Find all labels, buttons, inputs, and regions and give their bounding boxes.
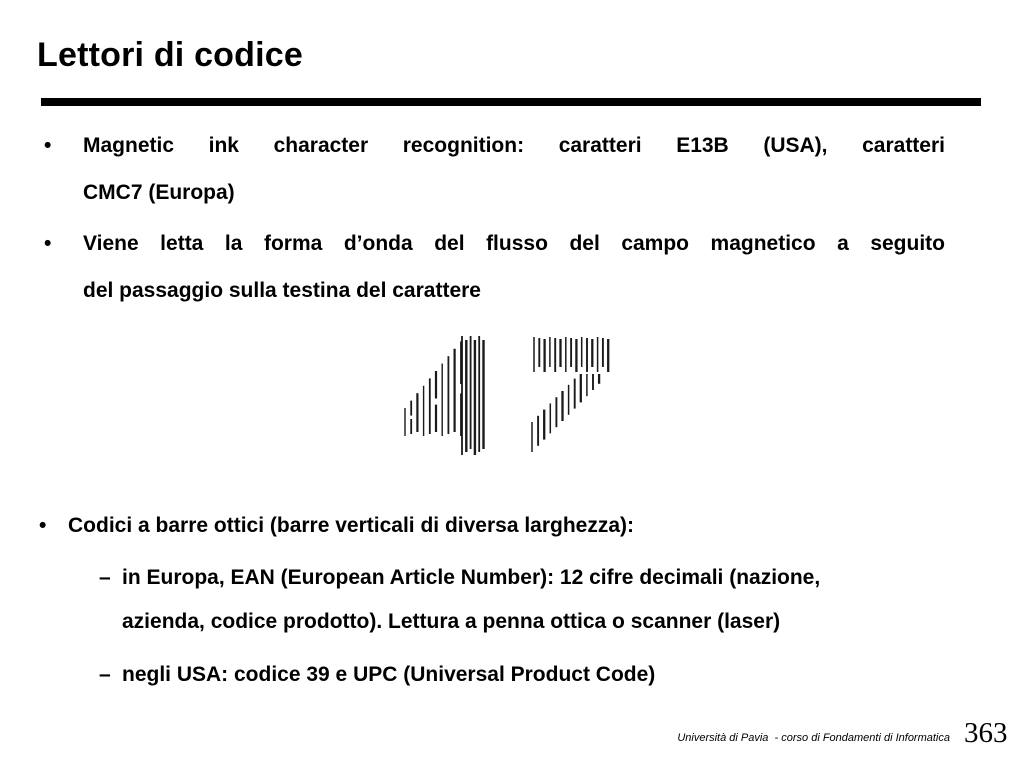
subitem-ean [122, 556, 992, 644]
page-title: Lettori di codice [37, 36, 303, 74]
bullet-line: del passaggio sulla testina del carattere [83, 279, 481, 302]
subitem-line: azienda, codice prodotto). Lettura a penna ottica o scanner (laser) [122, 610, 781, 633]
subitem-line: negli USA: codice 39 e UPC (Universal Product Code) [122, 663, 656, 686]
micr-characters-image [398, 328, 618, 462]
subitem-upc [122, 653, 992, 697]
bullet-marker: • [44, 134, 52, 157]
bullet-line: Viene letta la forma d’onda del flusso del campo magnetico a seguito [83, 232, 945, 255]
bullet-line: Codici a barre ottici (barre verticali di diversa larghezza): [68, 514, 635, 537]
subitem-line: in Europa, EAN (European Article Number): 12 cifre decimali (nazione, [122, 566, 821, 589]
bullet-item-waveform [83, 220, 945, 314]
bullet-marker: • [44, 232, 52, 255]
page-number: 363 [964, 717, 1008, 749]
bullet-marker: • [39, 514, 47, 537]
bullet-line: CMC7 (Europa) [83, 181, 235, 204]
bullet-line: Magnetic ink character recognition: caratteri E13B (USA), caratteri [83, 134, 945, 157]
title-divider [41, 98, 981, 106]
footer-institution: Università di Pavia - corso di Fondamenti di Informatica [677, 732, 950, 744]
dash-marker: – [99, 663, 111, 686]
bullet-item-barcodes [68, 502, 788, 549]
bullet-item-micr [83, 122, 945, 216]
dash-marker: – [99, 566, 111, 589]
